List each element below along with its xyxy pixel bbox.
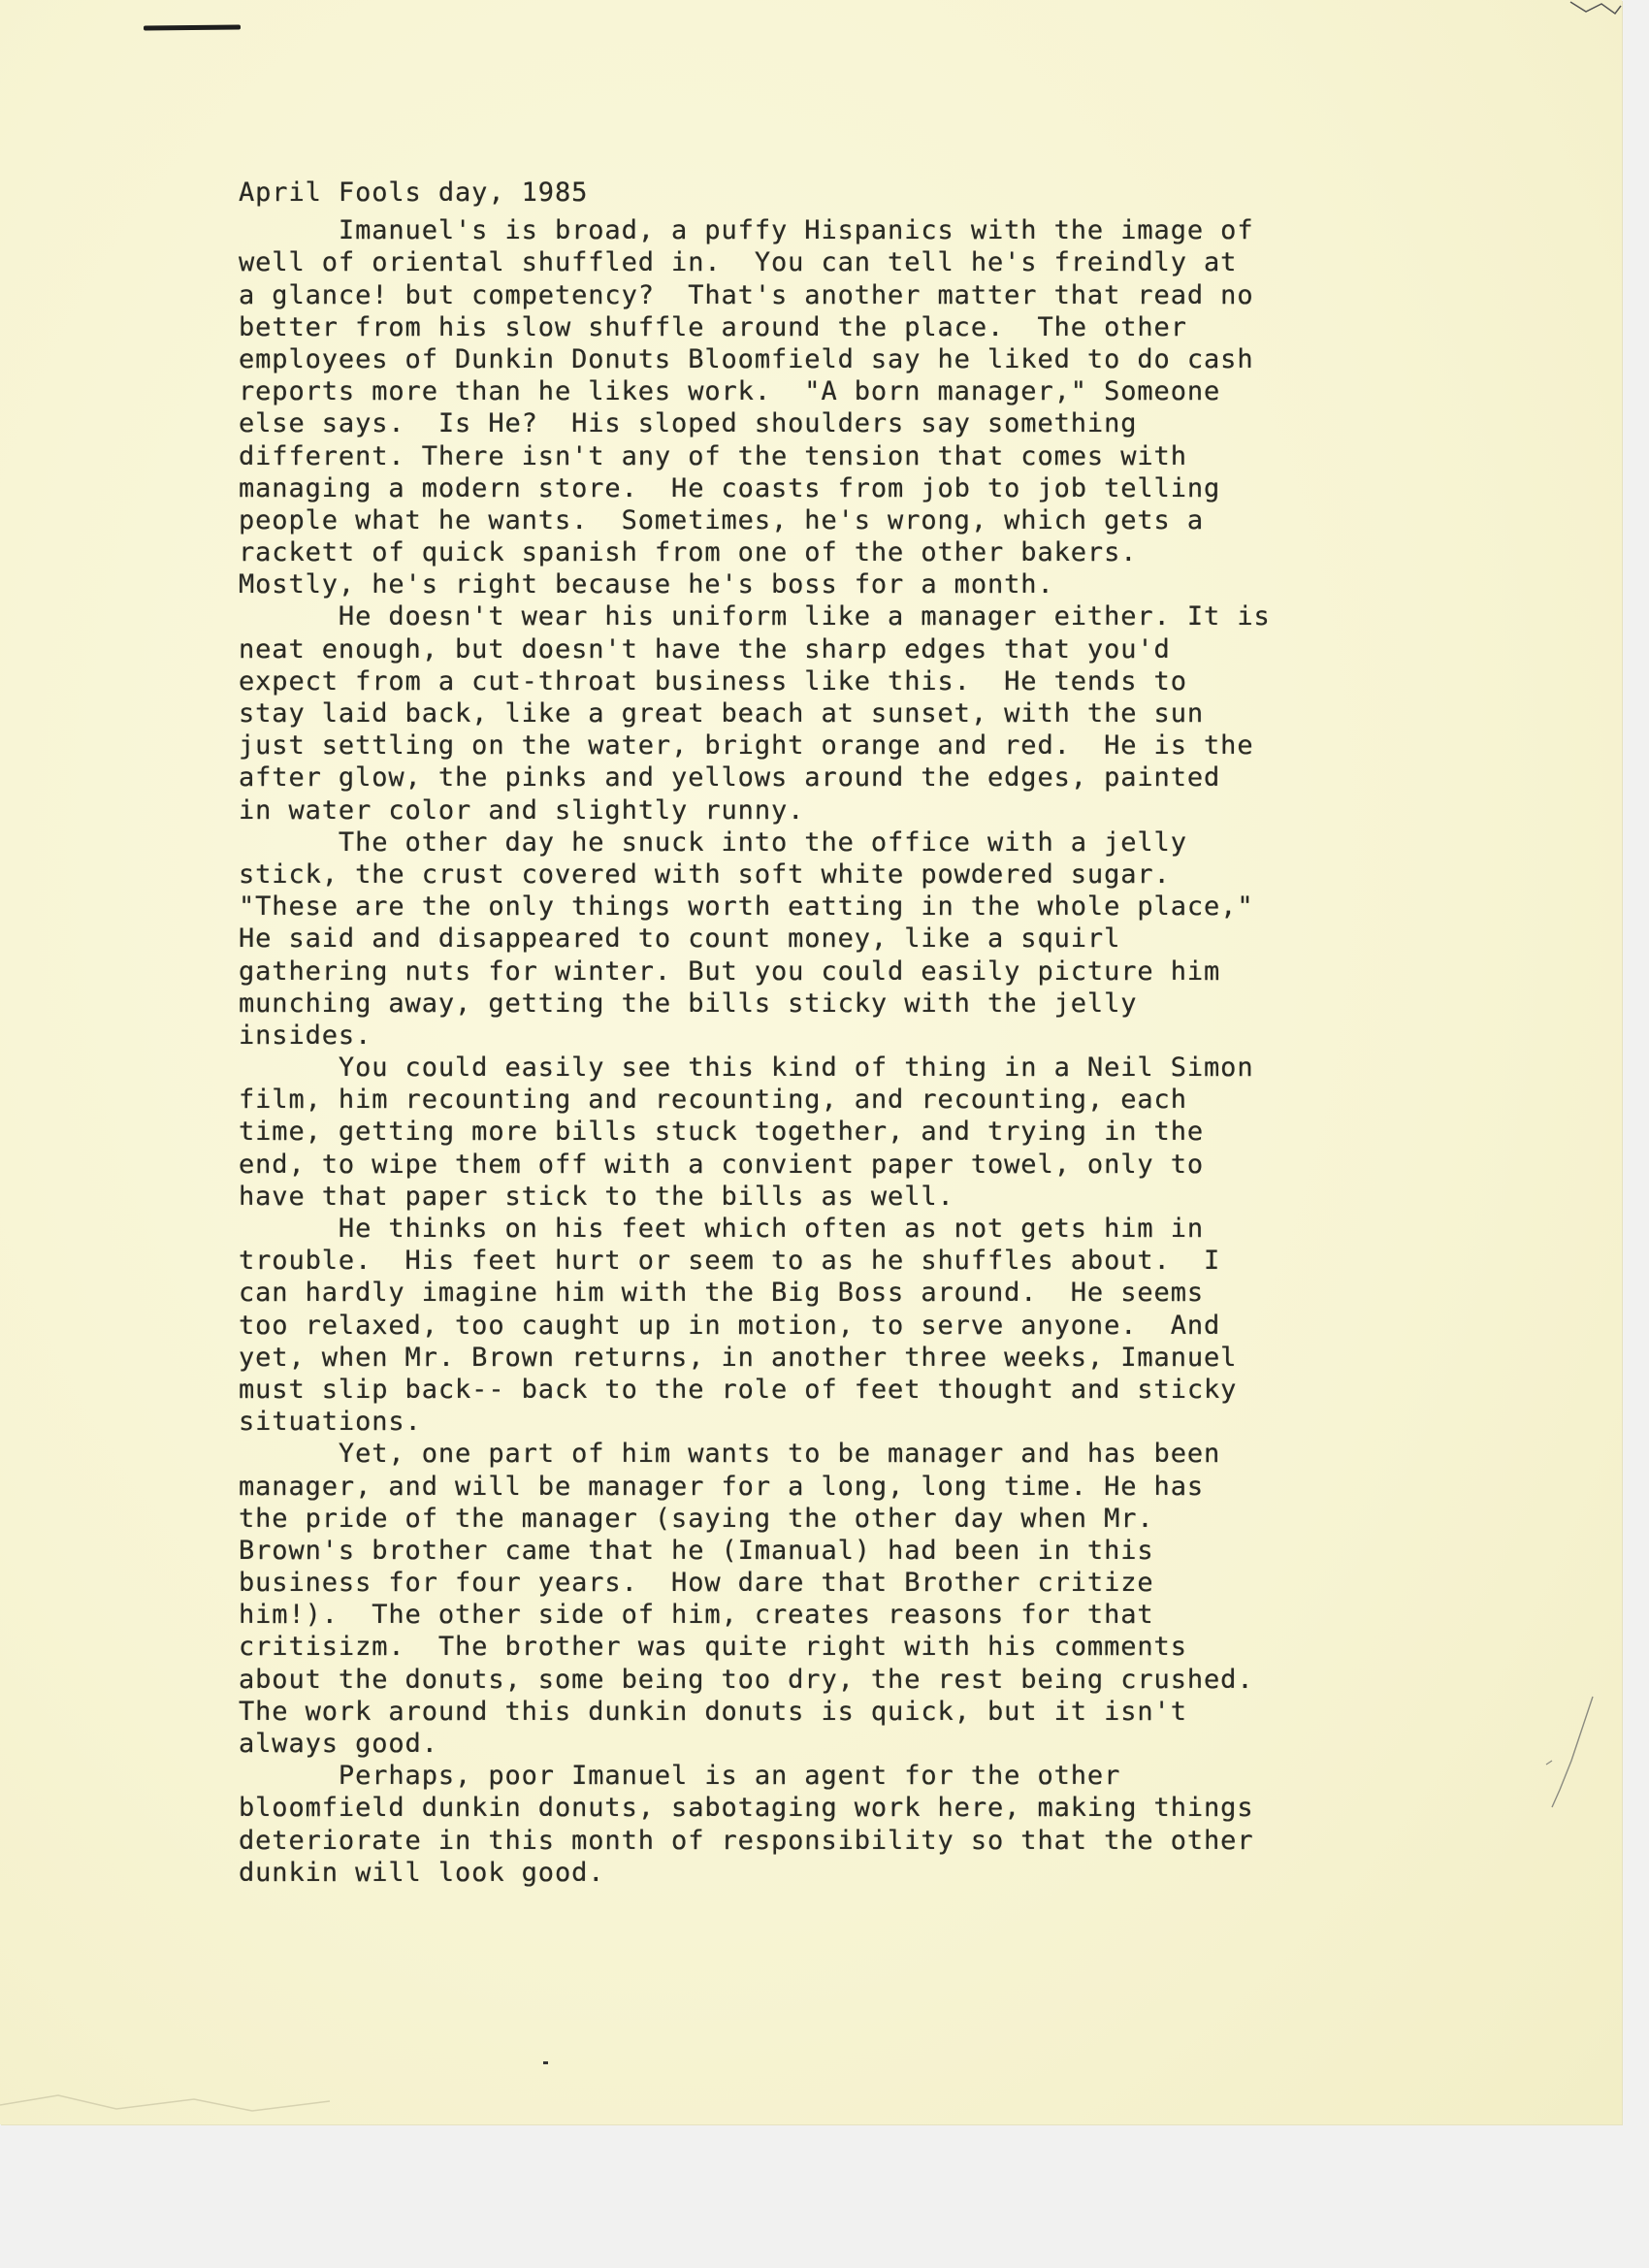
text-line: have that paper stick to the bills as well. <box>239 1181 954 1212</box>
paragraph <box>239 1760 1432 1889</box>
paragraph <box>239 1438 1432 1760</box>
text-line: employees of Dunkin Donuts Bloomfield say he liked to do cash <box>239 343 1254 374</box>
text-line: film, him recounting and recounting, and recounting, each <box>239 1085 1187 1116</box>
text-line: Perhaps, poor Imanuel is an agent for the other <box>239 1761 1121 1792</box>
text-line: just settling on the water, bright orange and red. He is the <box>239 730 1254 761</box>
text-line: He doesn't wear his uniform like a manager either. It is <box>239 601 1271 632</box>
text-line: You could easily see this kind of thing in a Neil Simon <box>239 1053 1254 1084</box>
text-line: rackett of quick spanish from one of the other bakers. <box>239 537 1138 568</box>
text-line: yet, when Mr. Brown returns, in another three weeks, Imanuel <box>239 1342 1238 1373</box>
date-heading: April Fools day, 1985 <box>239 178 589 208</box>
text-line: deteriorate in this month of responsibility so that the other <box>239 1825 1254 1856</box>
text-line: munching away, getting the bills sticky with the jelly <box>239 988 1138 1019</box>
text-line: business for four years. How dare that Brother critize <box>239 1568 1154 1599</box>
text-line: bloomfield dunkin donuts, sabotaging work here, making things <box>239 1793 1254 1824</box>
paragraph <box>239 600 1432 826</box>
text-line: reports more than he likes work. "A born manager," Someone <box>239 376 1221 407</box>
text-line: The other day he snuck into the office with a jelly <box>239 826 1187 858</box>
text-line: He thinks on his feet which often as not gets him in <box>239 1214 1205 1244</box>
text-line: trouble. His feet hurt or seem to as he shuffles about. I <box>239 1246 1221 1277</box>
text-line: him!). The other side of him, creates reasons for that <box>239 1600 1154 1631</box>
stray-pencil-mark <box>1542 1693 1600 1809</box>
text-line: stay laid back, like a great beach at sunset, with the sun <box>239 698 1205 729</box>
text-line: always good. <box>239 1729 438 1759</box>
text-line: insides. <box>239 1020 372 1051</box>
text-line: Mostly, he's right because he's boss for a month. <box>239 569 1054 600</box>
text-line: end, to wipe them off with a convient paper towel, only to <box>239 1149 1205 1180</box>
text-line: Brown's brother came that he (Imanual) had been in this <box>239 1535 1154 1566</box>
text-line: must slip back-- back to the role of feet thought and sticky <box>239 1374 1238 1405</box>
text-line: else says. Is He? His sloped shoulders say something <box>239 408 1138 439</box>
paragraph <box>239 1052 1432 1213</box>
text-line: about the donuts, some being too dry, the rest being crushed. <box>239 1664 1254 1695</box>
text-line: can hardly imagine him with the Big Boss around. He seems <box>239 1278 1205 1309</box>
text-line: better from his slow shuffle around the place. The other <box>239 311 1187 342</box>
paper-edge-crease <box>0 2086 679 2124</box>
paragraph <box>239 1213 1432 1438</box>
pen-mark <box>144 24 241 30</box>
text-line: situations. <box>239 1407 422 1438</box>
corner-fold-mark <box>1568 0 1622 17</box>
text-line: time, getting more bills stuck together, and trying in the <box>239 1117 1205 1148</box>
text-line: people what he wants. Sometimes, he's wrong, which gets a <box>239 504 1205 535</box>
text-line: the pride of the manager (saying the other day when Mr. <box>239 1503 1154 1534</box>
text-line: The work around this dunkin donuts is quick, but it isn't <box>239 1696 1187 1727</box>
text-line: critisizm. The brother was quite right with his comments <box>239 1632 1187 1663</box>
stray-dot-mark <box>543 2061 548 2064</box>
text-line: in water color and slightly runny. <box>239 794 805 826</box>
text-line: "These are the only things worth eatting in the whole place," <box>239 891 1254 923</box>
text-line: stick, the crust covered with soft white powdered sugar. <box>239 859 1171 890</box>
paragraph-list <box>239 214 1432 1889</box>
paragraph <box>239 826 1432 1052</box>
text-line: a glance! but competency? That's another matter that read no <box>239 279 1254 310</box>
text-line: Imanuel's is broad, a puffy Hispanics with the image of <box>239 215 1254 246</box>
text-line: expect from a cut-throat business like this. He tends to <box>239 665 1187 697</box>
text-line: well of oriental shuffled in. You can tell he's freindly at <box>239 247 1238 278</box>
text-line: after glow, the pinks and yellows around the edges, painted <box>239 762 1221 794</box>
text-line: too relaxed, too caught up in motion, to serve anyone. And <box>239 1310 1221 1341</box>
text-line: manager, and will be manager for a long, long time. He has <box>239 1471 1205 1502</box>
document-body <box>239 177 1432 1889</box>
text-line: Yet, one part of him wants to be manager and has been <box>239 1439 1221 1470</box>
text-line: gathering nuts for winter. But you could easily picture him <box>239 956 1221 987</box>
paragraph <box>239 214 1432 600</box>
text-line: managing a modern store. He coasts from job to job telling <box>239 472 1221 503</box>
text-line: different. There isn't any of the tension that comes with <box>239 440 1187 471</box>
text-line: He said and disappeared to count money, like a squirl <box>239 923 1121 955</box>
text-line: dunkin will look good. <box>239 1857 605 1888</box>
text-line: neat enough, but doesn't have the sharp edges that you'd <box>239 633 1171 664</box>
